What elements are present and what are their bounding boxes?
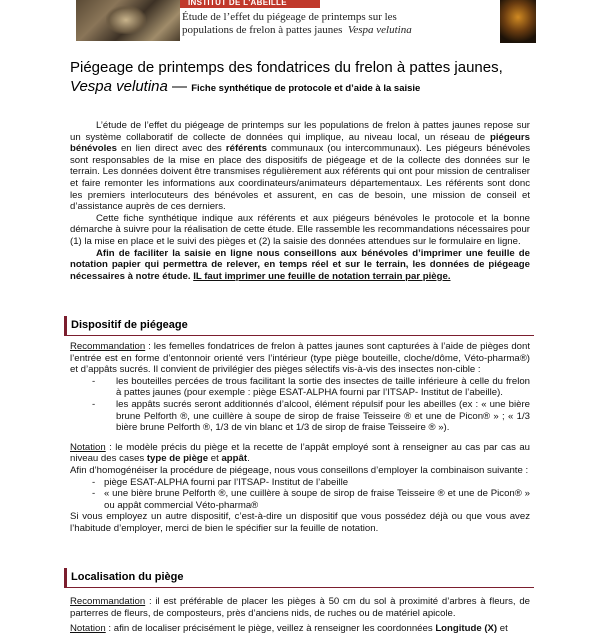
header-text-block [180,0,500,43]
institute-name: INSTITUT DE L'ABEILLE [188,0,287,7]
header-title-species: Vespa velutina [347,24,412,36]
intro-p3-text: Afin de faciliter la saisie en ligne nous conseillons aux bénévoles d’imprimer une feuille de notation papier qui permettra de relever, en temps réel et sur le terrain, les données de piégeage nécessaires à notre étude. [70,247,530,282]
intro-p1-bold-referents: référents [225,143,267,155]
trap-rec-label: Recommandation [70,341,146,352]
trap-harmonize: Afin d’homogénéiser la procédure de piégeage, nous vous conseillons d’employer la combinaison suivante : [70,464,529,476]
list-item: - les appâts sucrés seront additionnés d’alcool, élément répulsif pour les abeilles (ex : « une bière brune Pelforth ®, une cuillère à soupe de sirop de fraise Teisseire ® et une de Picon® » ; « 1/3 bière brune Pelforth ®, 1/3 de vin blanc et 1/3 de sirop de fraise Teisseire ® »). [92,399,530,434]
intro-paragraph-2: Cette fiche synthétique indique aux référents et aux piégeurs bénévoles le protocole et la bonne démarche à suivre pour la réalisation de cette étude. Elle rassemble les recommandations nécessaires pour (1) la mise en place et le suivi des pièges et (2) la saisie des données attendues sur le formulaire en ligne. [70,212,530,247]
trap-note-and: et [208,453,222,465]
location-note-bold-longitude: Longitude (X) [435,623,498,635]
trap-rec-text: : les femelles fondatrices de frelon à pattes jaunes sont capturées à l’aide de pièges dont l’entrée est en forme d’entonnoir orienté vers l’intérieur (type piège bouteille, cloche/dôme, Véto-pharma®) et d’appâts sucrés. Il convient de privilégier des pièges sélectifs vis-à-vis des insectes non-cible : [70,341,530,376]
list-item: - les bouteilles percées de trous facilitant la sortie des insectes de taille inférieure à celle du frelon à pattes jaunes (pour exemple : piège ESAT-ALPHA fourni par l’ITSAP- Institut de l’abeille). [92,376,530,399]
trap-other-device: Si vous employez un autre dispositif, c’est-à-dire un dispositif que vous possédez déjà ou que vous avez l’habitude d’employer, merci de bien le spécifier sur la feuille de notation. [70,511,530,534]
intro-p1-text-a: L’étude de l’effet du piégeage de printemps sur les populations de frelon à pattes jaunes repose sur un système collaboratif de collecte de données qui implique, au niveau local, un réseau de [70,120,530,143]
location-note-text: : afin de localiser précisément le piège, veillez à renseigner les coordonnées [105,623,436,635]
trap-note-period: . [247,453,250,465]
location-rec-label: Recommandation [70,596,146,607]
trap-note-label: Notation [70,441,106,453]
title-dash: — [167,78,192,95]
list-item: - piège ESAT-ALPHA fourni par l’ITSAP- Institut de l’abeille [92,477,530,489]
intro-paragraph-3 [70,248,530,283]
location-note-and: et [497,623,508,635]
header-title-line2: populations de frelon à pattes jaunes [182,24,343,36]
header-title [182,11,412,37]
intro-p1-text-e: communaux (ou intercommunaux). Les piégeurs bénévoles sont responsables de la mise en place des dispositifs de piégeage et de la collecte des données sur le terrain. Les données doivent être transmises régulièrement aux référents qui ont pour mission de centraliser et faire remonter les informations aux coordinateurs/animateurs départementaux. Les référents sont donc les premiers interlocuteurs des bénévoles et assurent, en cas de besoin, une mission de conseil et d’assistance auprès de ces derniers. [70,143,531,213]
location-note-label: Notation [70,623,106,635]
institute-strip [180,0,320,8]
trap-note-bold-bait: appât [221,453,248,465]
section-heading-trap-location: Localisation du piège [64,568,534,588]
location-notation [70,623,530,635]
trap-recommendation [70,341,530,376]
page-title [70,58,540,98]
header-title-line1: Étude de l’effet du piégeage de printemps sur les [182,11,397,23]
trap-location-section [70,596,530,635]
trap-harmonize-list [92,477,530,512]
list-item: - « une bière brune Pelforth ®, une cuillère à soupe de sirop de fraise Teisseire ® et une de Picon® » ou appât commercial Véto-pharma® [92,488,530,511]
document-header [76,0,536,43]
trap-notation [70,442,530,465]
header-photo-right [500,0,536,43]
trap-note-bold-type: type de piège [146,453,209,465]
intro-p3-underlined: IL faut imprimer une feuille de notation terrain par piège. [193,270,451,282]
page-subtitle: Fiche synthétique de protocole et d’aide à la saisie [191,83,421,94]
trap-rec-list [92,376,530,434]
intro-p1-bold-volunteers: piégeurs bénévoles [70,131,530,155]
intro-paragraph-1 [70,120,530,213]
page-title-species: Vespa velutina [70,78,168,95]
section-heading-trap-device: Dispositif de piégeage [64,316,534,336]
trap-note-text: : le modèle précis du piège et la recette de l’appât employé sont à renseigner au cas par cas au niveau des cases [70,441,530,465]
intro-p1-text-c: en lien direct avec des [120,143,222,155]
trap-device-section [70,341,530,535]
page-title-main: Piégeage de printemps des fondatrices du frelon à pattes jaunes, [70,59,503,76]
header-photo-left [76,0,180,41]
intro-section [70,120,530,282]
location-recommendation [70,596,530,619]
location-rec-text: : il est préférable de placer les pièges à 50 cm du sol à proximité d’arbres à fleurs, de parterres de fleurs, de composteurs, près d’anciens nids, de ruches ou de matériel apicole. [70,596,530,619]
